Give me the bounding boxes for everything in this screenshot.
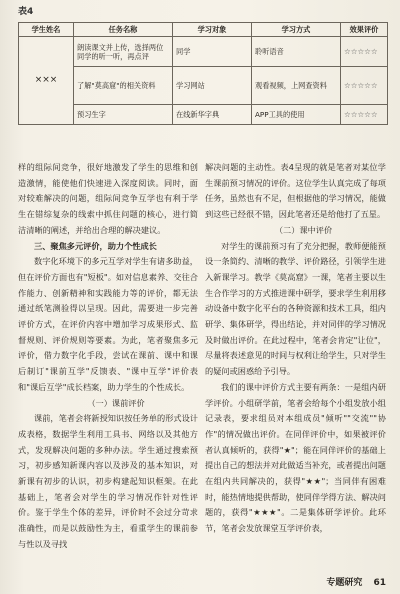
method-cell: APP工具的使用 [252,105,341,125]
student-name: ××× [19,37,74,125]
left-column [18,160,198,553]
table-header-row [19,23,388,37]
rating-stars: ☆☆☆☆☆ [341,105,388,125]
paragraph: 解决问题的主动性。表4呈现的就是笔者对某位学生课前预习情况的评价。这位学生认真完成了每项任务，虽然也有不足，但根据他的学习情况，能做到这些已经很不错，因此笔者还是给他打了五星。 [205,162,386,220]
section-label: 专题研究 [326,578,363,588]
page-number: 61 [373,578,386,588]
subsection-heading: （二）课中评价 [274,224,333,235]
header-rating: 效果评价 [341,23,388,37]
header-method: 学习方式 [252,23,341,37]
task-cell: 预习生字 [74,105,173,125]
method-cell: 聆听语音 [252,37,341,67]
rating-stars: ☆☆☆☆☆ [341,37,388,67]
paragraph: 对学生的课前预习有了充分把握，教师便能预设一条简约、清晰的教学、评价路径，引领学生进入新课学习。教学《莫高窟》一课，笔者主要以生生合作学习的方式推进课中研学，要求学生利用移动设备中数字化平台的各种资源和技术工具，组内研学、集体研学，得出结论，并对同伴的学习情况及时做出评价。在此过程中，笔者会肯定"让位"，尽量将表述意见的时间与权利让给学生，只对学生的疑问或困惑给予引导。 [205,240,386,377]
table-row [19,105,388,125]
paragraph: 我们的课中评价方式主要有两条：一是组内研学评价。小组研学前，笔者会给每个小组发放小组记录表，要求组员对本组成员"倾听""交流""协作"的情况做出评价。在同伴评价中，如果被评价者认真倾听的，获得"★"；能在同伴评价的基础上提出自己的想法并对此做适当补充，或者提出问题在组内共同解决的，获得"★★"；当同伴有困难时，能热情地提供帮助，使同伴学得方法、解决问题的，获得"★★★"。二是集体研学评价。此环节，笔者会发放课堂互学评价表， [205,381,386,534]
rating-stars: ☆☆☆☆☆ [341,67,388,105]
paragraph: 课前，笔者会将新授知识按任务单的形式设计成表格，数据学生利用工具书、网络以及其他方式，发现解决问题的多种办法。学生通过搜索预习，初步感知新课内容以及涉及的基本知识，对新课有初步的认识，初步构建起知识框架。在此基础上，笔者会对学生的学习情况作针对性评价。鉴于学生个体的差异，评价时不会过分苛求准确性，而是以鼓励性为主，看重学生的课前参与性以及寻找 [18,413,198,549]
object-cell: 学习网站 [173,67,252,105]
paragraph: 数字化环境下的多元互学对学生有诸多助益，但在评价方面也有"短板"。如对信息素养、交往合作能力、创新精神和实践能力等的评价，都无法通过纸笔测验得以呈现。因此，需要进一步完善评价方式，在评价内容中增加学习成果形式、监督规则、评价规则等要素。为此，笔者聚焦多元评价，借力数字化手段，尝试在课前、课中和课后制订"课前互学"反馈表、"课中互学"评价表和"课后互学"成长档案，助力学生的个性成长。 [18,256,198,392]
right-column [205,160,386,537]
object-cell: 在线新华字典 [173,105,252,125]
header-student: 学生姓名 [19,23,74,37]
evaluation-table [18,22,388,125]
page-footer [326,575,386,588]
table-row [19,37,388,67]
subsection-heading: （一）课前评价 [87,397,145,408]
task-cell: 了解"莫高窟"的相关资料 [74,67,173,105]
header-task: 任务名称 [74,23,173,37]
paragraph: 样的组际间竞争，很好地激发了学生的思维和创造激情，能使他们快速进入深度阅读。同时，面对较难解决的问题，组际间竞争互学也有利于学生在错综复杂的线索中抓住问题的核心，进行简洁清晰的阐述，并给出合理的解决建议。 [18,162,198,235]
table-caption: 表4 [18,7,34,17]
section-heading: 三、聚焦多元评价，助力个性成长 [34,240,157,251]
method-cell: 观看视频，上网查资料 [252,67,341,105]
header-object: 学习对象 [173,23,252,37]
task-cell: 朗读课文并上传，选择两位同学的听一听，再点评 [74,37,173,67]
table-row [19,67,388,105]
object-cell: 同学 [173,37,252,67]
